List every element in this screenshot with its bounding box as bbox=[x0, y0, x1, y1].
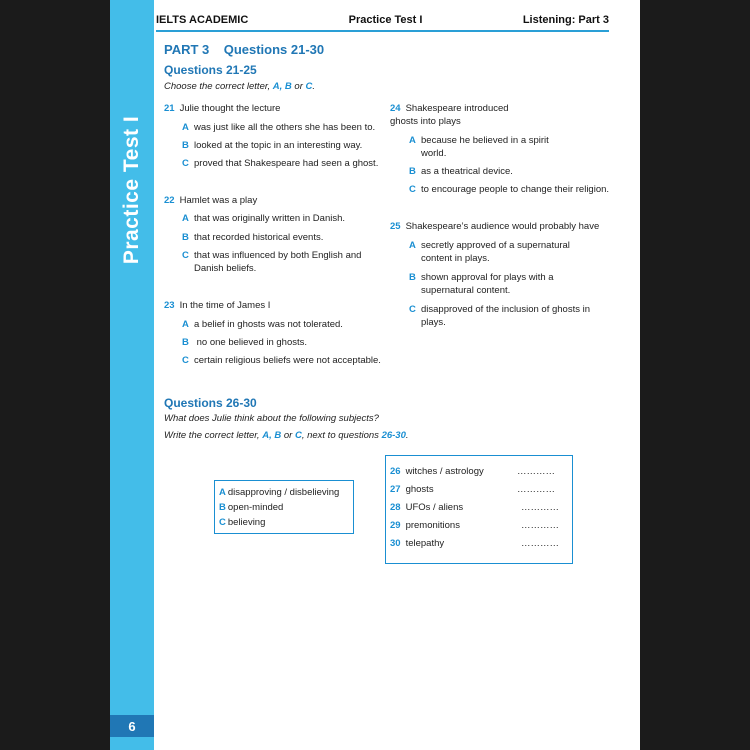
option-23a[interactable] bbox=[182, 318, 387, 331]
question-number: 25 bbox=[390, 221, 401, 232]
subject-number: 29 bbox=[390, 520, 401, 531]
option-24a[interactable] bbox=[409, 134, 549, 160]
instr-range: 26-30 bbox=[381, 430, 406, 441]
key-option bbox=[219, 500, 353, 515]
question-24 bbox=[390, 102, 530, 128]
option-text: secretly approved of a supernatural content in plays. bbox=[421, 240, 570, 264]
option-21c[interactable] bbox=[182, 157, 387, 170]
subject-text: UFOs / aliens bbox=[405, 502, 464, 513]
key-text: open-minded bbox=[227, 502, 284, 513]
subject-row bbox=[390, 538, 444, 549]
option-24b[interactable] bbox=[409, 165, 609, 178]
subject-number: 26 bbox=[390, 466, 401, 477]
answer-blank-26[interactable]: ………… bbox=[517, 466, 555, 477]
subject-text: ghosts bbox=[405, 484, 434, 495]
subject-text: witches / astrology bbox=[405, 466, 484, 477]
part-title: PART 3 Questions 21-30 bbox=[164, 42, 325, 57]
subject-text: telepathy bbox=[405, 538, 445, 549]
key-letter: B bbox=[219, 502, 226, 513]
option-letter: B bbox=[182, 140, 189, 151]
option-letter: C bbox=[409, 184, 416, 195]
instr-text: or bbox=[281, 430, 295, 441]
option-letter: C bbox=[182, 250, 189, 261]
key-text: believing bbox=[227, 517, 266, 528]
subject-number: 27 bbox=[390, 484, 401, 495]
option-22a[interactable] bbox=[182, 212, 387, 225]
answer-blank-30[interactable]: ………… bbox=[521, 538, 559, 549]
section1-title: Questions 21-25 bbox=[164, 63, 257, 77]
running-header bbox=[156, 14, 609, 26]
option-text: disapproved of the inclusion of ghosts in plays. bbox=[421, 304, 590, 328]
subject-row bbox=[390, 466, 484, 477]
question-text: Julie thought the lecture bbox=[179, 103, 281, 114]
question-number: 22 bbox=[164, 195, 175, 206]
instr-text: Write the correct letter, bbox=[164, 430, 263, 441]
question-text: Shakespeare introduced ghosts into plays bbox=[390, 103, 509, 127]
option-text: looked at the topic in an interesting way. bbox=[194, 140, 363, 151]
section2-instruction-1: What does Julie think about the following subjects? bbox=[164, 413, 379, 424]
section2-instruction-2 bbox=[164, 430, 409, 441]
option-letter: C bbox=[182, 158, 189, 169]
answer-blank-27[interactable]: ………… bbox=[517, 484, 555, 495]
instr-text: . bbox=[312, 81, 316, 92]
option-25c[interactable] bbox=[409, 303, 609, 329]
option-letter: A bbox=[182, 122, 189, 133]
option-letter: A bbox=[409, 240, 416, 251]
option-letter: B bbox=[409, 272, 416, 283]
subject-number: 30 bbox=[390, 538, 401, 549]
option-letter: B bbox=[409, 166, 416, 177]
question-text: Shakespeare’s audience would probably have bbox=[405, 221, 600, 232]
page-number: 6 bbox=[110, 715, 154, 737]
key-letter: C bbox=[219, 517, 226, 528]
option-text: that was originally written in Danish. bbox=[194, 213, 346, 224]
subject-row bbox=[390, 502, 463, 513]
instr-letter-c: C bbox=[305, 81, 313, 92]
key-option bbox=[219, 515, 353, 530]
answer-blank-29[interactable]: ………… bbox=[521, 520, 559, 531]
option-letter: A bbox=[409, 135, 416, 146]
section2-title: Questions 26-30 bbox=[164, 396, 257, 410]
question-number: 23 bbox=[164, 300, 175, 311]
answer-blank-28[interactable]: ………… bbox=[521, 502, 559, 513]
option-letter: A bbox=[182, 213, 189, 224]
question-text: Hamlet was a play bbox=[179, 195, 258, 206]
key-option bbox=[219, 485, 353, 500]
option-21a[interactable] bbox=[182, 121, 387, 134]
question-23 bbox=[164, 299, 374, 312]
question-text: In the time of James I bbox=[179, 300, 271, 311]
instr-letter-c: C bbox=[294, 430, 302, 441]
option-24c[interactable] bbox=[409, 183, 619, 196]
subject-row bbox=[390, 484, 434, 495]
question-25 bbox=[390, 220, 620, 233]
sidebar bbox=[110, 0, 154, 750]
instr-letters: A, B bbox=[272, 81, 292, 92]
option-text: shown approval for plays with a supernatural content. bbox=[421, 272, 554, 296]
option-text: no one believed in ghosts. bbox=[194, 337, 308, 348]
option-letter: C bbox=[182, 355, 189, 366]
question-21 bbox=[164, 102, 374, 115]
header-right: Listening: Part 3 bbox=[522, 14, 609, 26]
option-text: proved that Shakespeare had seen a ghost. bbox=[194, 158, 379, 169]
option-23c[interactable] bbox=[182, 354, 387, 367]
option-25b[interactable] bbox=[409, 271, 584, 297]
option-text: to encourage people to change their religion. bbox=[421, 184, 610, 195]
option-text: that recorded historical events. bbox=[194, 232, 324, 243]
header-rule bbox=[156, 30, 609, 32]
key-text: disapproving / disbelieving bbox=[227, 487, 340, 498]
option-text: because he believed in a spirit world. bbox=[421, 135, 549, 159]
option-letter: C bbox=[409, 304, 416, 315]
instr-text: or bbox=[291, 81, 306, 92]
option-21b[interactable] bbox=[182, 139, 387, 152]
option-22b[interactable] bbox=[182, 231, 387, 244]
header-left: IELTS ACADEMIC bbox=[156, 14, 249, 26]
subject-number: 28 bbox=[390, 502, 401, 513]
option-letter: B bbox=[182, 232, 189, 243]
option-text: was just like all the others she has been to. bbox=[194, 122, 376, 133]
option-23b[interactable] bbox=[182, 336, 387, 349]
option-22c[interactable] bbox=[182, 249, 382, 275]
option-25a[interactable] bbox=[409, 239, 584, 265]
header-center: Practice Test I bbox=[348, 14, 423, 26]
instr-text: Choose the correct letter, bbox=[164, 81, 273, 92]
option-text: that was influenced by both English and Danish beliefs. bbox=[194, 250, 362, 274]
option-letter: A bbox=[182, 319, 189, 330]
answer-key-box bbox=[214, 480, 354, 534]
question-number: 21 bbox=[164, 103, 175, 114]
option-text: a belief in ghosts was not tolerated. bbox=[194, 319, 343, 330]
question-22 bbox=[164, 194, 374, 207]
instr-text: , next to questions bbox=[301, 430, 382, 441]
section1-instruction bbox=[164, 81, 315, 92]
subject-row bbox=[390, 520, 460, 531]
subjects-box bbox=[385, 455, 573, 564]
instr-text: . bbox=[405, 430, 409, 441]
key-letter: A bbox=[219, 487, 226, 498]
option-text: as a theatrical device. bbox=[421, 166, 513, 177]
subject-text: premonitions bbox=[405, 520, 460, 531]
sidebar-title: Practice Test I bbox=[120, 115, 143, 265]
question-number: 24 bbox=[390, 103, 401, 114]
option-text: certain religious beliefs were not acceptable. bbox=[194, 355, 381, 366]
option-letter: B bbox=[182, 337, 189, 348]
instr-letters: A, B bbox=[262, 430, 282, 441]
